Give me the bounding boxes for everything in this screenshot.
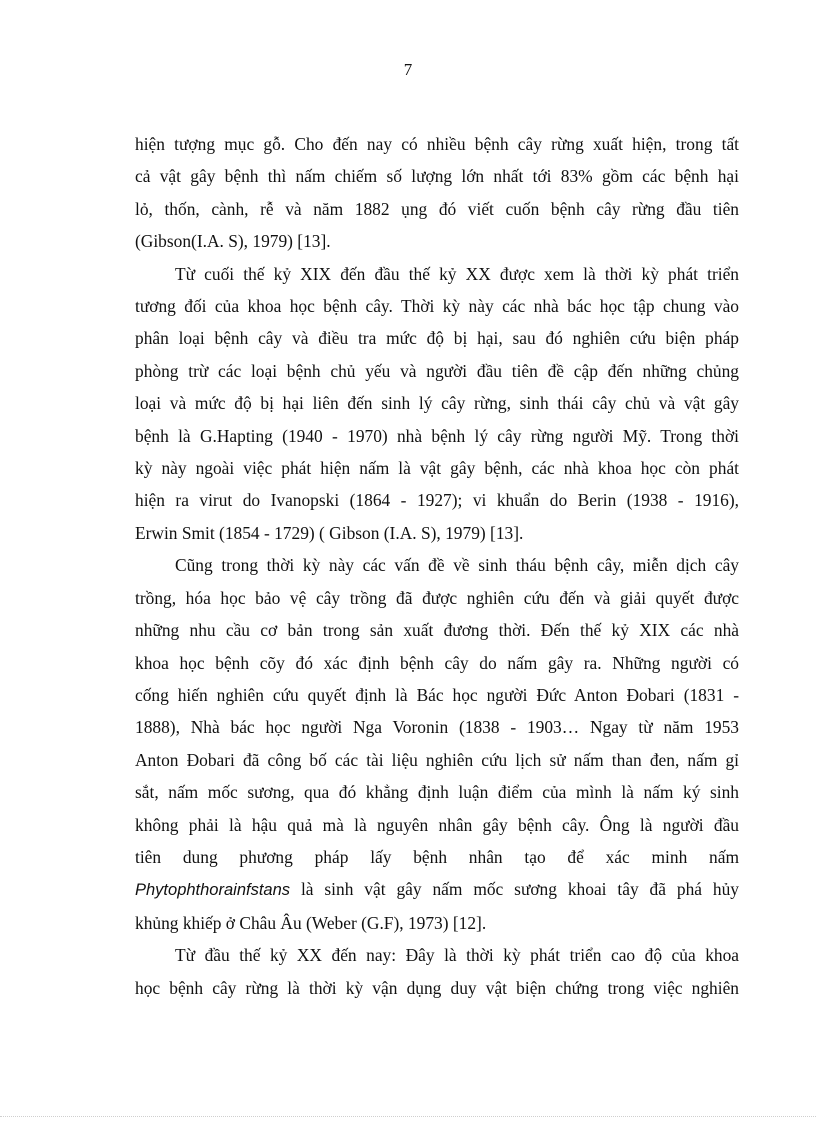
text-line: Anton Đobari đã công bố các tài liệu nghiên cứu lịch sử nấm than đen, nấm gỉ [135,749,739,770]
document-body [135,128,739,1004]
text-line: không phải là hậu quả mà là nguyên nhân gây bệnh cây. Ông là người đầu [135,814,739,835]
text-line: lỏ, thốn, cành, rễ và năm 1882 ụng đó viết cuốn bệnh cây rừng đầu tiên [135,198,739,219]
paragraph-2 [135,258,739,550]
text-line: tương đối của khoa học bệnh cây. Thời kỳ này các nhà bác học tập chung vào [135,296,739,317]
page-number: 7 [403,60,413,79]
text-line: khủng khiếp ở Châu Âu (Weber (G.F), 1973) [12]. [135,912,487,933]
paragraph-1 [135,128,739,258]
text-line: khoa học bệnh cõy đó xác định bệnh cây do nấm gây ra. Những người có [135,652,739,673]
text-line: Erwin Smit (1854 - 1729) ( Gibson (I.A. S), 1979) [13]. [135,522,524,543]
page-bottom-divider [0,1116,816,1117]
text-line: loại và mức độ bị hại liên đến sinh lý cây rừng, sinh thái cây chủ và vật gây [135,393,739,414]
text-line: trồng, hóa học bảo vệ cây trồng đã được nghiên cứu đến và giải quyết được [135,587,739,608]
paragraph-4 [135,939,739,1004]
text-line: sắt, nấm mốc sương, qua đó khẳng định luận điểm của mình là nấm ký sinh [135,782,739,803]
text-line: cống hiến nghiên cứu quyết định là Bác học người Đức Anton Đobari (1831 - [135,684,739,705]
text-line: hiện tượng mục gỗ. Cho đến nay có nhiều bệnh cây rừng xuất hiện, trong tất [135,134,739,154]
paragraph-3 [135,549,739,939]
text-line: Từ đầu thế kỷ XX đến nay: Đây là thời kỳ phát triển cao độ của khoa [175,945,739,966]
text-line: bệnh là G.Hapting (1940 - 1970) nhà bệnh lý cây rừng người Mỹ. Trong thời [135,425,739,446]
text-line: cả vật gây bệnh thì nấm chiếm số lượng lớn nhất tới 83% gồm các bệnh hại [135,166,739,187]
text-line: những nhu cầu cơ bản trong sản xuất đương thời. Đến thế kỷ XIX các nhà [135,620,739,641]
text-line: kỳ này ngoài việc phát hiện nấm là vật gây bệnh, các nhà khoa học còn phát [135,458,739,479]
text-line: tiên dung phương pháp lấy bệnh nhân tạo để xác minh nấm [135,846,739,867]
text-line: 1888), Nhà bác học người Nga Voronin (1838 - 1903… Ngay từ năm 1953 [135,717,739,738]
species-name: Phytophthorainfstans [135,881,291,900]
text-line: Từ cuối thế kỷ XIX đến đầu thế kỷ XX được xem là thời kỳ phát triển [175,263,739,284]
text-line: hiện ra virut do Ivanopski (1864 - 1927); vi khuẩn do Berin (1938 - 1916), [135,490,739,511]
text-fragment: là sinh vật gây nấm mốc sương khoai tây đã phá hủy [290,879,739,900]
text-line: Cũng trong thời kỳ này các vấn đề về sinh tháu bệnh cây, miễn dịch cây [175,555,739,576]
text-line: học bệnh cây rừng là thời kỳ vận dụng duy vật biện chứng trong việc nghiên [135,977,739,998]
text-line [135,873,739,906]
text-line: (Gibson(I.A. S), 1979) [13]. [135,231,331,252]
text-line: phân loại bệnh cây và điều tra mức độ bị hại, sau đó nghiên cứu biện pháp [135,328,739,349]
text-line: phòng trừ các loại bệnh chủ yếu và người đầu tiên đề cập đến những chủng [135,360,739,381]
